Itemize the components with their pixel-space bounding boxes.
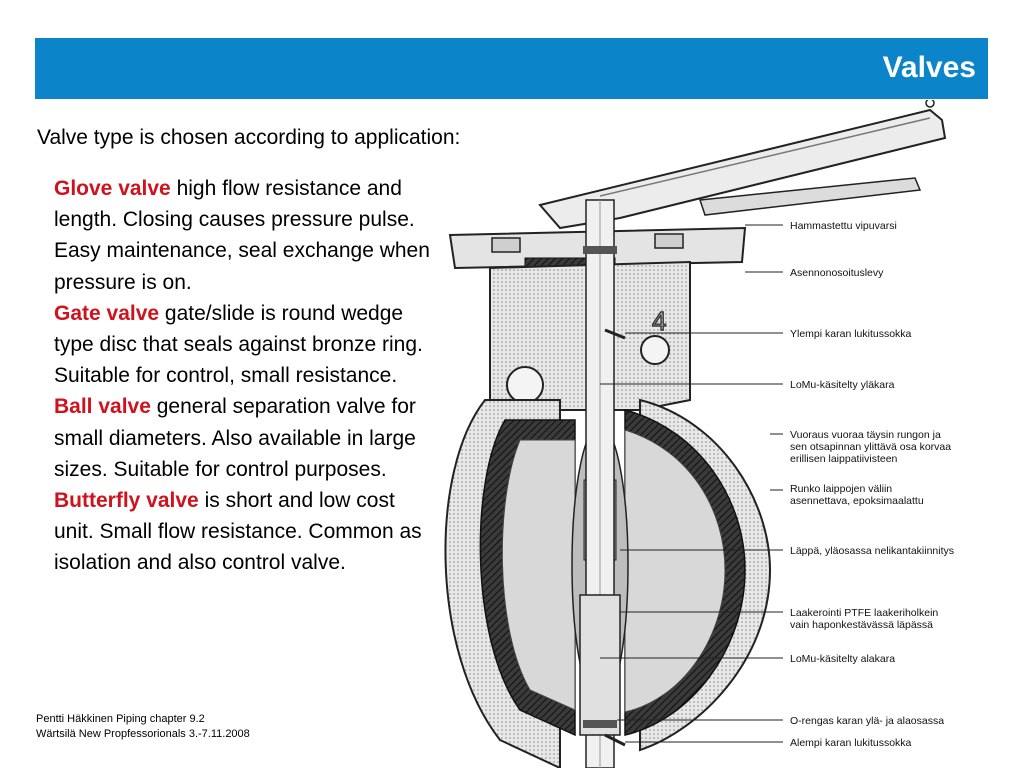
callout-line: erillisen laippatiivisteen — [790, 453, 898, 465]
callout-line: Laakerointi PTFE laakeriholkein — [790, 607, 939, 619]
callout-line: asennettava, epoksimaalattu — [790, 495, 924, 507]
valve-term: Glove valve — [54, 177, 171, 200]
valve-description: gate/slide is round wedge type disc that seals against bronze ring. Suitable for control, small resistance. — [54, 301, 423, 388]
footer — [36, 712, 250, 742]
valve-description: high flow resistance and length. Closing causes pressure pulse. Easy maintenance, seal exchange when pressure is on. — [54, 177, 430, 294]
callout-line: Vuoraus vuoraa täysin rungon ja — [790, 429, 941, 441]
callout-line: vain haponkestävässä läpässä — [790, 619, 934, 631]
page-title: Valves — [882, 51, 976, 84]
valve-term: Butterfly valve — [54, 489, 199, 513]
intro-text: Valve type is chosen according to application: — [37, 126, 461, 149]
valve-term: Gate valve — [54, 301, 160, 325]
callout-labels — [790, 220, 954, 749]
callout-label: Alempi karan lukitussokka — [790, 737, 912, 749]
callout-label: LoMu-käsitelty yläkara — [790, 379, 895, 391]
callout-label — [790, 429, 954, 465]
valve-type-glove — [54, 173, 439, 298]
valve-type-ball — [54, 391, 439, 485]
body-marking: 4 — [652, 306, 667, 336]
footer-author: Pentti Häkkinen Piping chapter 9.2 — [36, 713, 205, 725]
callout-label: LoMu-käsitelty alakara — [790, 653, 896, 665]
callout-label: Läppä, yläosassa nelikantakiinnitys — [790, 545, 955, 557]
callout-label — [790, 607, 941, 631]
callout-line: sen otsapinnan ylittävä osa korvaa — [790, 441, 952, 453]
valve-types-list — [54, 173, 439, 579]
valve-type-butterfly — [54, 485, 439, 579]
valve-term: Ball valve — [54, 395, 151, 419]
callout-label: O-rengas karan ylä- ja alaosassa — [790, 715, 945, 727]
butterfly-valve-illustration — [436, 100, 1024, 768]
callout-label: Ylempi karan lukitussokka — [790, 328, 912, 340]
header-bar — [35, 38, 988, 99]
callout-label: Hammastettu vipuvarsi — [790, 220, 897, 232]
callout-label: Asennonosoituslevy — [790, 267, 884, 279]
valve-type-gate — [54, 298, 439, 392]
valve-description: is short and low cost unit. Small flow resistance. Common as isolation and also control valve. — [54, 489, 422, 575]
valve-description: general separation valve for small diameters. Also available in large sizes. Suitable for control purposes. — [54, 395, 416, 481]
callout-label — [790, 483, 924, 507]
callout-line: Runko laippojen väliin — [790, 483, 893, 495]
footer-event: Wärtsilä New Propfessorionals 3.-7.11.2008 — [36, 728, 250, 740]
